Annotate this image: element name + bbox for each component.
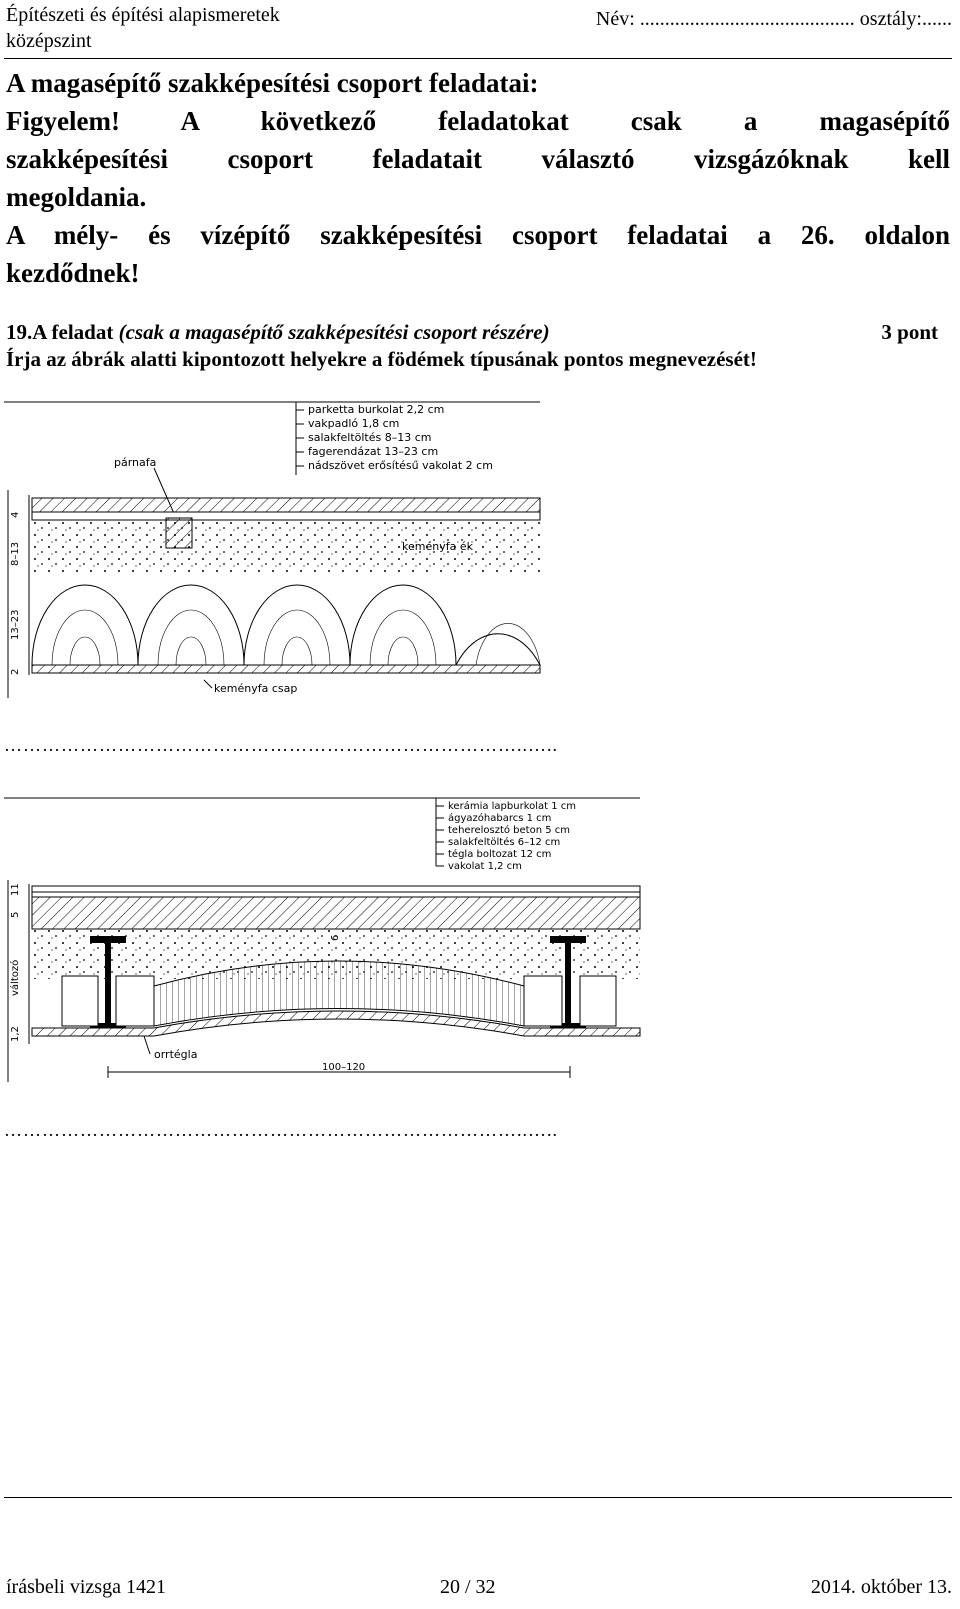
task-qualifier: (csak a magasépítő szakképesítési csoport részére)	[118, 320, 550, 344]
task-label: A feladat	[32, 320, 119, 344]
fig2-layer-0: kerámia lapburkolat 1 cm	[448, 801, 577, 812]
header-divider	[4, 58, 952, 59]
footer-date: 2014. október 13.	[810, 1576, 952, 1598]
header-subject-line1: Építészeti és építési alapismeretek	[6, 4, 280, 26]
fig2-layer-3: salakfeltöltés 6–12 cm	[448, 837, 561, 848]
fig1-layer-2: salakfeltöltés 8–13 cm	[308, 431, 432, 444]
task-number: 19.	[6, 320, 33, 344]
header-subject-line2: középszint	[6, 30, 92, 52]
fig2-label-orrtegla: orrtégla	[154, 1048, 198, 1061]
fig1-dim-1: 8–13	[10, 541, 21, 566]
warning-line-2: szakképesítési csoport feladatait választó vizsgázóknak kell	[6, 144, 950, 174]
fig1-layer-1: vakpadló 1,8 cm	[308, 417, 400, 430]
footer-exam: írásbeli vizsga 1421	[6, 1576, 166, 1598]
fig2-label-6: 6	[330, 934, 341, 941]
header-subject	[6, 2, 280, 54]
warning-line-3: megoldania.	[6, 182, 147, 212]
header-name-class: Név: ........................................... osztály:......	[595, 8, 952, 30]
fig1-label-parnafa: párnafa	[114, 456, 157, 469]
answer-line-1[interactable]: ………………………………………………………………………..…..	[4, 735, 558, 755]
fig1-dim-3: 2	[10, 668, 21, 675]
fig1-label-csap: keményfa csap	[214, 682, 298, 695]
fig1-layer-4: nádszövet erősítésű vakolat 2 cm	[308, 459, 493, 472]
footer-page: 20 / 32	[440, 1576, 496, 1598]
fig2-dim-3: 1,2	[10, 1026, 21, 1042]
fig2-dim-2: változó	[10, 959, 21, 996]
task-instruction: Írja az ábrák alatti kipontozott helyekre a födémek típusának pontos megnevezését!	[6, 347, 757, 371]
fig1-layer-0: parketta burkolat 2,2 cm	[308, 403, 445, 416]
section-title: A magasépítő szakképesítési csoport feladatai:	[6, 68, 539, 98]
answer-line-2[interactable]: ………………………………………………………………………..…..	[4, 1120, 558, 1140]
warning-line-4: A mély- és vízépítő szakképesítési csoport feladatai a 26. oldalon	[6, 220, 950, 250]
fig1-dim-0: 4	[10, 511, 21, 518]
task-points: 3 pont	[881, 320, 938, 344]
fig2-layer-1: ágyazóhabarcs 1 cm	[448, 813, 552, 824]
warning-line-1: Figyelem! A következő feladatokat csak a magasépítő	[6, 106, 950, 136]
fig2-dim-1: 5	[10, 911, 21, 918]
fig2-dim-0: 11	[10, 883, 21, 896]
warning-line-5: kezdődnek!	[6, 258, 140, 288]
footer-divider	[4, 1497, 952, 1498]
fig2-layer-4: tégla boltozat 12 cm	[448, 849, 552, 860]
figure-1-drawing	[4, 400, 544, 700]
fig1-dim-2: 13–23	[10, 609, 21, 640]
fig2-layer-5: vakolat 1,2 cm	[448, 861, 522, 872]
task-heading	[6, 320, 950, 345]
fig2-label-span: 100–120	[322, 1062, 366, 1073]
fig2-layer-2: teherelosztó beton 5 cm	[448, 825, 571, 836]
figure-2-drawing	[4, 796, 644, 1084]
fig1-label-ek: keményfa ék	[402, 540, 473, 553]
fig1-layer-3: fagerendázat 13–23 cm	[308, 445, 439, 458]
